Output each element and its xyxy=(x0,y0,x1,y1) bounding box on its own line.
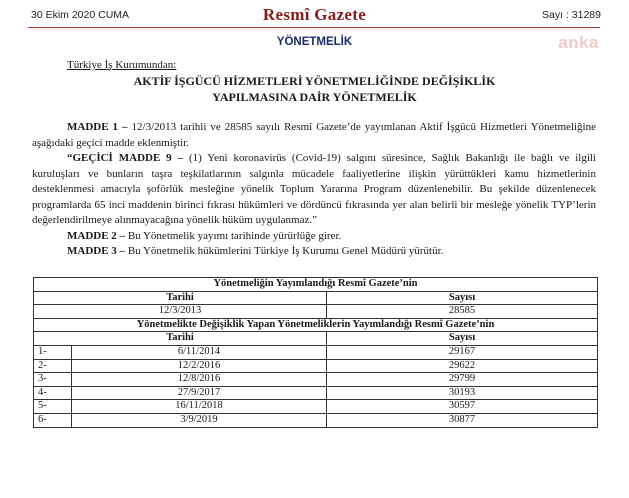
original-number: 28585 xyxy=(327,305,598,319)
amendment-index: 2- xyxy=(34,359,72,373)
amendment-index: 3- xyxy=(34,373,72,387)
amendment-index: 4- xyxy=(34,386,72,400)
amendment-date: 12/2/2016 xyxy=(72,359,327,373)
article-2-label: MADDE 2 – xyxy=(67,229,126,242)
date-column-header: Tarihi xyxy=(34,332,327,346)
amendment-date: 3/9/2019 xyxy=(72,413,327,427)
article-3-text: Bu Yönetmelik hükümlerini Türkiye İş Kurumu Genel Müdürü yürütür. xyxy=(125,245,444,257)
section-title: YÖNETMELİK xyxy=(276,36,353,48)
table-subheader-row xyxy=(34,291,598,305)
header-divider xyxy=(28,27,600,28)
article-2 xyxy=(32,229,596,245)
gazette-title: Resmî Gazete xyxy=(262,5,367,24)
gazette-header xyxy=(0,0,629,30)
amendment-index: 5- xyxy=(34,400,72,414)
amendment-date: 16/11/2018 xyxy=(72,400,327,414)
table-header-row xyxy=(34,278,598,292)
regulation-body xyxy=(32,120,596,260)
provisional-article-9-label: “GEÇİCİ MADDE 9 – xyxy=(67,152,184,164)
issue-number: Sayı : 31289 xyxy=(542,9,601,21)
amendment-number: 30877 xyxy=(327,413,598,427)
amendment-date: 12/8/2016 xyxy=(72,373,327,387)
issuing-institution: Türkiye İş Kurumundan: xyxy=(67,59,177,71)
table-row xyxy=(34,386,598,400)
table-row xyxy=(34,359,598,373)
amendment-number: 30597 xyxy=(327,400,598,414)
issue-date: 30 Ekim 2020 CUMA xyxy=(31,9,130,21)
article-1-label: MADDE 1 – xyxy=(67,121,128,133)
article-3-label: MADDE 3 – xyxy=(67,245,126,257)
table-row xyxy=(34,373,598,387)
number-column-header: Sayısı xyxy=(327,332,598,346)
table-header-row xyxy=(34,318,598,332)
article-3 xyxy=(32,244,596,260)
regulation-title-line1: AKTİF İŞGÜCÜ HİZMETLERİ YÖNETMELİĞİNDE DEĞİŞİKLİK xyxy=(133,74,496,88)
original-publication-row xyxy=(34,305,598,319)
article-2-text: Bu Yönetmelik yayımı tarihinde yürürlüğe girer. xyxy=(125,229,342,242)
watermark-logo: anka xyxy=(558,33,599,52)
publication-history-table xyxy=(33,277,598,428)
provisional-article-9 xyxy=(32,151,596,229)
regulation-title-line2: YAPILMASINA DAİR YÖNETMELİK xyxy=(212,90,417,104)
date-column-header: Tarihi xyxy=(34,291,327,305)
amendment-number: 29622 xyxy=(327,359,598,373)
table-row xyxy=(34,345,598,359)
amendment-index: 1- xyxy=(34,345,72,359)
article-1-text: 12/3/2013 tarihli ve 28585 sayılı Resmî Gazete’de yayımlanan Aktif İşgücü Hizmetleri Yönetmeliğine aşağıdaki geçici madde eklenmiştir. xyxy=(32,121,596,149)
article-1 xyxy=(32,120,596,151)
amendment-number: 30193 xyxy=(327,386,598,400)
amendments-header: Yönetmelikte Değişiklik Yapan Yönetmeliklerin Yayımlandığı Resmî Gazete’nin xyxy=(34,318,598,332)
table-row xyxy=(34,400,598,414)
number-column-header: Sayısı xyxy=(327,291,598,305)
amendment-date: 6/11/2014 xyxy=(72,345,327,359)
table-row xyxy=(34,413,598,427)
amendment-index: 6- xyxy=(34,413,72,427)
amendment-number: 29799 xyxy=(327,373,598,387)
amendment-date: 27/9/2017 xyxy=(72,386,327,400)
original-date: 12/3/2013 xyxy=(34,305,327,319)
original-publication-header: Yönetmeliğin Yayımlandığı Resmî Gazete’nin xyxy=(34,278,598,292)
amendment-number: 29167 xyxy=(327,345,598,359)
provisional-article-9-text: (1) Yeni koronavirüs (Covid-19) salgını süresince, Sağlık Bakanlığı ile bağlı ve ilgili kuruluşları ve bunların taşra teşkilatlarının salgınla mücadele faaliyetlerine ilişkin yürüttükleri kamu hizmetlerinin desteklenmesi amacıyla şoförlük mesleğine yönelik Toplum Yararına Program düzenlenebilir. Bu şekilde düzenlenecek programlarda 65 inci maddenin birinci fıkrası hükümleri ve dördüncü fıkrasında yer alan belirli bir mesleğe yönelik TYP’lerin değerlendirilmeye alınmayacağına yönelik hüküm uygulanmaz.” xyxy=(32,152,596,226)
regulation-title xyxy=(0,73,629,105)
table-subheader-row xyxy=(34,332,598,346)
